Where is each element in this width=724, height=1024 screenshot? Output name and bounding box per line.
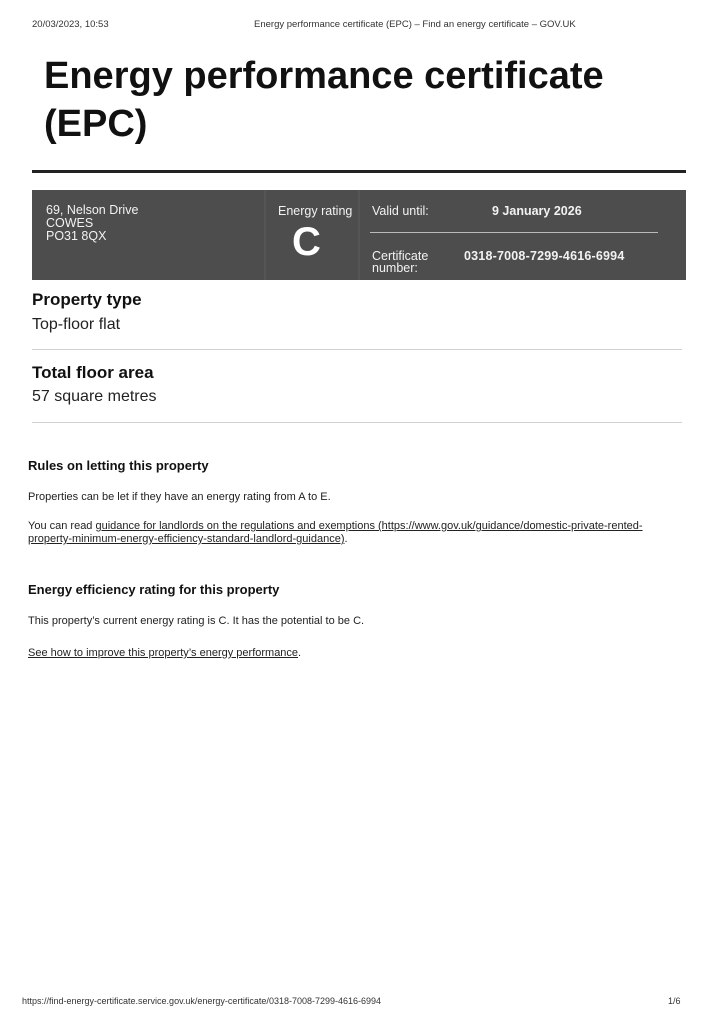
floor-area-value: 57 square metres bbox=[32, 388, 157, 405]
print-doc-title: Energy performance certificate (EPC) – Find an energy certificate – GOV.UK bbox=[254, 19, 576, 30]
floor-area-heading: Total floor area bbox=[32, 363, 154, 382]
efficiency-link-para bbox=[28, 647, 688, 660]
address-cell bbox=[32, 190, 264, 280]
certificate-cell bbox=[360, 190, 686, 280]
property-type-value: Top-floor flat bbox=[32, 316, 121, 333]
address-line3: PO31 8QX bbox=[46, 229, 107, 243]
rating-cell bbox=[266, 190, 358, 280]
page-title-line1: Energy performance certificate bbox=[44, 55, 604, 97]
valid-until-row bbox=[372, 204, 582, 218]
rating-value: C bbox=[292, 220, 321, 264]
print-footer bbox=[22, 996, 682, 1006]
certificate-label-line2: number: bbox=[372, 261, 418, 275]
epc-summary-box bbox=[32, 190, 686, 280]
floor-area-divider bbox=[32, 422, 682, 423]
letting-para2-suffix: . bbox=[344, 533, 348, 545]
certificate-label-line1: Certificate bbox=[372, 249, 429, 263]
letting-heading: Rules on letting this property bbox=[28, 458, 209, 473]
certificate-divider bbox=[370, 232, 658, 233]
valid-until-label: Valid until: bbox=[372, 204, 429, 218]
letting-para2-prefix: You can read bbox=[28, 520, 96, 532]
print-header bbox=[32, 19, 692, 33]
property-type-heading: Property type bbox=[32, 290, 142, 309]
landlord-guidance-link-text: guidance for landlords on the regulations and exemptions bbox=[95, 520, 375, 532]
certificate-number: 0318-7008-7299-4616-6994 bbox=[464, 249, 625, 263]
letting-para1: Properties can be let if they have an energy rating from A to E. bbox=[28, 491, 331, 503]
print-footer-url: https://find-energy-certificate.service.gov.uk/energy-certificate/0318-7008-7299-4616-6994 bbox=[22, 996, 382, 1006]
valid-until-value: 9 January 2026 bbox=[492, 204, 582, 218]
landlord-guidance-link-url2: property-minimum-energy-efficiency-standard-landlord-guidance) bbox=[28, 533, 345, 545]
address-line1: 69, Nelson Drive bbox=[46, 203, 139, 217]
efficiency-para: This property’s current energy rating is C. It has the potential to be C. bbox=[28, 615, 365, 627]
certificate-number-row bbox=[372, 249, 625, 275]
address-line2: COWES bbox=[46, 216, 94, 230]
efficiency-heading: Energy efficiency rating for this property bbox=[28, 582, 280, 597]
letting-para2 bbox=[28, 520, 688, 546]
landlord-guidance-link[interactable] bbox=[28, 520, 643, 545]
page-title bbox=[44, 52, 684, 148]
landlord-guidance-link-url1: (https://www.gov.uk/guidance/domestic-private-rented- bbox=[374, 520, 643, 532]
rating-label: Energy rating bbox=[278, 204, 353, 218]
page-title-line2: (EPC) bbox=[44, 103, 148, 145]
property-type-divider bbox=[32, 349, 682, 350]
efficiency-link-suffix: . bbox=[298, 647, 302, 659]
title-divider bbox=[32, 170, 686, 173]
print-date: 20/03/2023, 10:53 bbox=[32, 19, 109, 30]
improve-performance-link[interactable]: See how to improve this property’s energy performance bbox=[28, 647, 299, 659]
print-page-number: 1/6 bbox=[668, 996, 681, 1006]
